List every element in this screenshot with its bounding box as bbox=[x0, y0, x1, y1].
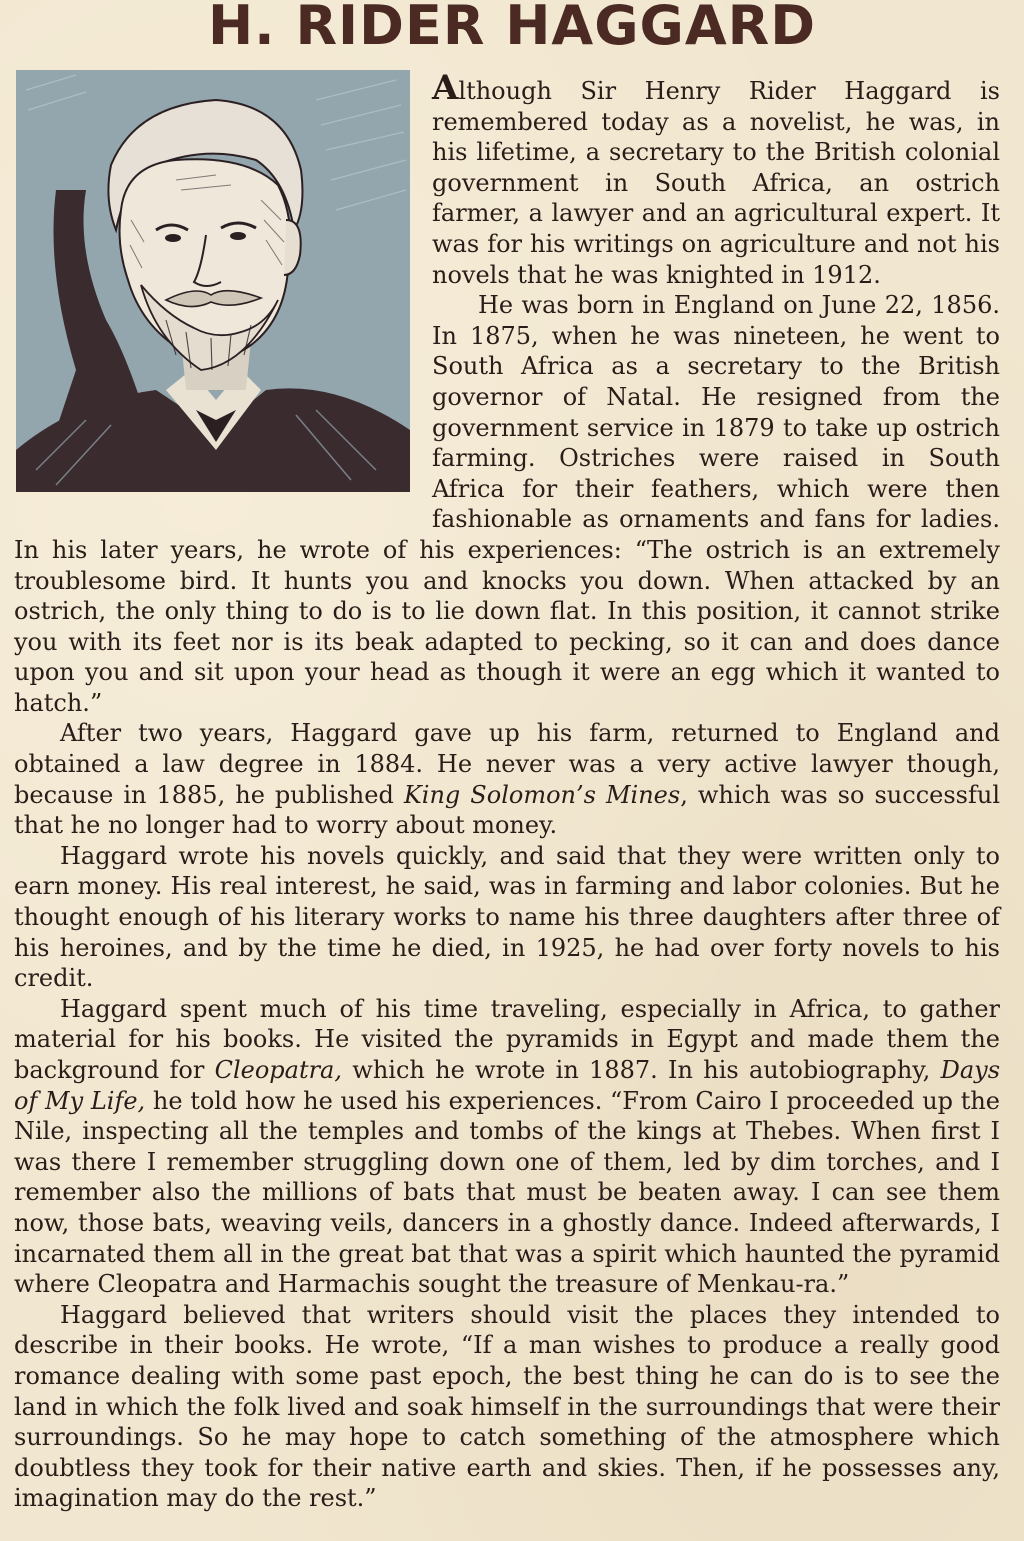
paragraph-text: , which was so successful that he no longer had to worry about money. bbox=[14, 780, 1000, 840]
article-paragraph: He was born in England on June 22, 1856. In 1875, when he was nineteen, he went to South Africa as a secretary to the British governor of Natal. He resigned from the government service in 1879 to take up ostrich farming. Ostriches were raised in South Africa for their feathers, which were then fashionable as ornaments and fans for ladies. In his later years, he wrote of his experiences: “The ostrich is an extremely troublesome bird. It hunts you and knocks you down. When attacked by an ostrich, the only thing to do is to lie down flat. In this position, it cannot strike you with its feet nor is its beak adapted to pecking, so it can and does dance upon you and sit upon your head as though it were an egg which it wanted to hatch.” bbox=[14, 291, 1000, 717]
book-title: Cleopatra, bbox=[214, 1056, 342, 1084]
article-paragraph: Haggard wrote his novels quickly, and said that they were written only to earn money. His real interest, he said, was in farming and labor colonies. But he thought enough of his literary works to name his three daughters after three of his heroines, and by the time he died, in 1925, he had over forty novels to his credit. bbox=[14, 841, 1000, 993]
drop-cap: A bbox=[432, 68, 459, 108]
article-body bbox=[14, 68, 1001, 1514]
page-title: H. RIDER HAGGARD bbox=[207, 0, 817, 57]
paragraph-text: After two years, Haggard gave up his farm, returned to England and obtained a law degree in 1884. He never was a very active lawyer though, because in 1885, he published bbox=[14, 719, 1000, 809]
book-title: Days of My Life, bbox=[14, 1056, 1001, 1115]
article-paragraph: Haggard believed that writers should visit the places they intended to describe in their books. He wrote, “If a man wishes to produce a really good romance dealing with some past epoch, the best thing he can do is to see the land in which the folk lived and soak himself in the surroundings that were their surroundings. So he may hope to catch something of the atmosphere which doubtless they took for their native earth and skies. Then, if he possesses any, imagination may do the rest.” bbox=[14, 1300, 1000, 1513]
paragraph-text: which he wrote in 1887. In his autobiography, bbox=[342, 1056, 941, 1084]
paragraph-text: lthough Sir Henry Rider Haggard is remembered today as a novelist, he was, in his lifetime, a secretary to the British colonial government in South Africa, an ostrich farmer, a lawyer and an agricultural expert. It was for his writings on agriculture and not his novels that he was knighted in 1912. bbox=[432, 77, 1000, 289]
article-paragraph bbox=[14, 994, 1000, 1300]
portrait-spacer bbox=[14, 76, 418, 508]
paragraph-text: he told how he used his experiences. “From Cairo I proceeded up the Nile, inspecting all the temples and tombs of the kings at Thebes. When first I was there I remember struggling down one of them, led by dim torches, and I remember also the millions of bats that must be beaten away. I can see them now, those bats, weaving veils, dancers in a ghostly dance. Indeed afterwards, I incarnated them all in the great bat that was a spirit which haunted the pyramid where Cleopatra and Harmachis sought the treasure of Menkau-ra.” bbox=[14, 1086, 1000, 1299]
book-title: King Solomon’s Mines bbox=[403, 780, 681, 809]
paragraph-text: Haggard spent much of his time traveling, especially in Africa, to gather material for his books. He visited the pyramids in Egypt and made them the background for bbox=[14, 994, 1000, 1084]
article-paragraph bbox=[14, 718, 1000, 840]
